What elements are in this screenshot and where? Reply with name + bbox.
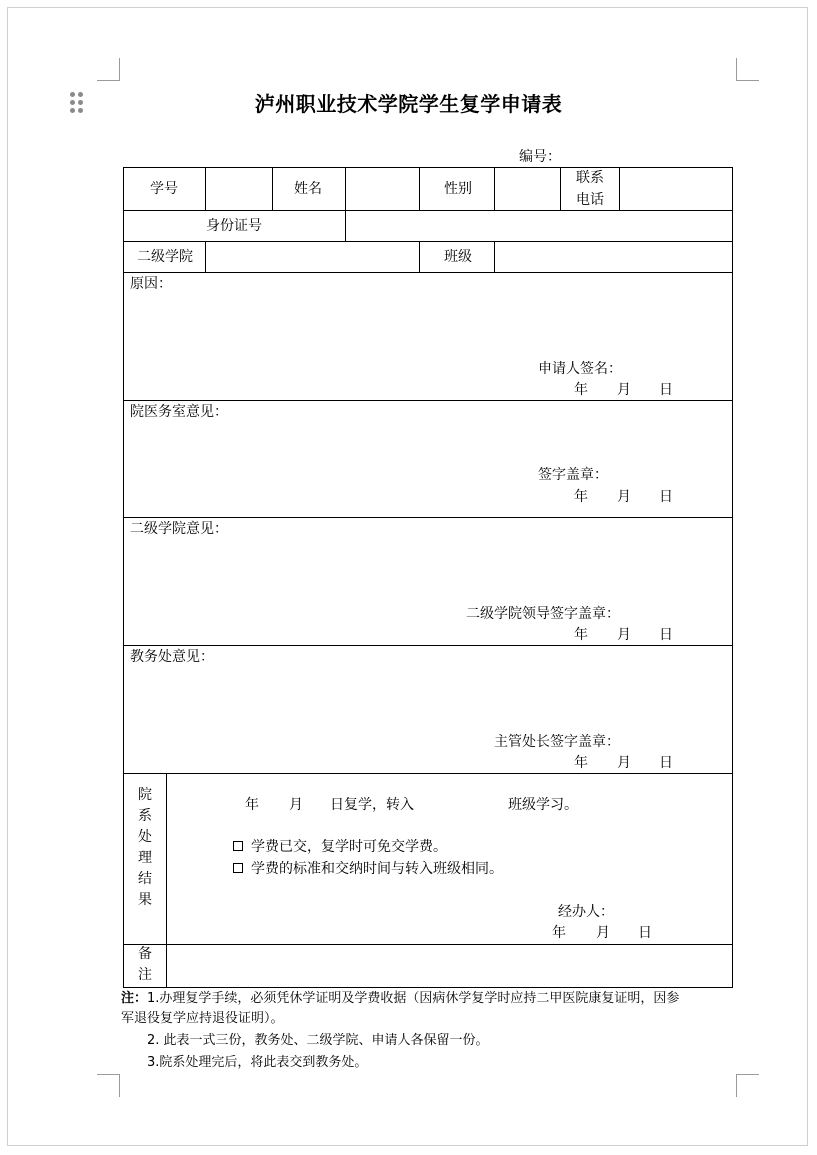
id-card-label: 身份证号 <box>206 218 262 234</box>
medical-year: 年 <box>574 489 588 505</box>
handler-month: 月 <box>596 925 610 941</box>
reason-month: 月 <box>617 382 631 398</box>
margin-marker-bottom-left <box>97 1074 120 1097</box>
page-frame <box>7 7 808 1146</box>
result-month: 月 <box>289 797 303 813</box>
tuition-standard-checkbox[interactable] <box>233 863 243 873</box>
college-opinion-label: 二级学院意见： <box>130 521 228 537</box>
result-year: 年 <box>245 797 259 813</box>
reason-label: 原因： <box>130 276 172 292</box>
college-day: 日 <box>659 627 673 643</box>
notes-prefix: 注： <box>121 991 148 1006</box>
college-month: 月 <box>617 627 631 643</box>
margin-marker-bottom-right <box>736 1074 759 1097</box>
notes-line1-text: 1.办理复学手续，必须凭休学证明及学费收据（因病休学复学时应持二甲医院康复证明，因参 <box>147 991 680 1006</box>
academic-year: 年 <box>574 755 588 771</box>
handler-label: 经办人： <box>558 904 614 920</box>
margin-marker-top-right <box>736 58 759 81</box>
name-label: 姓名 <box>294 181 322 197</box>
notes-line3: 3.院系处理完后，将此表交到教务处。 <box>147 1055 368 1070</box>
reason-day: 日 <box>659 382 673 398</box>
document-title: 泸州职业技术学院学生复学申请表 <box>254 92 563 116</box>
academic-month: 月 <box>617 755 631 771</box>
notes-line1 <box>121 989 741 1009</box>
remarks-side-label: 备 注 <box>138 946 152 983</box>
result-resume-text: 日复学，转入 <box>330 797 414 813</box>
margin-marker-top-left <box>97 58 120 81</box>
notes-line1-continued: 军退役复学应持退役证明）。 <box>121 1011 284 1026</box>
phone-label-line1: 联系 <box>576 170 604 186</box>
phone-label-line2: 电话 <box>576 192 604 208</box>
academic-signature-label: 主管处长签字盖章： <box>494 734 620 750</box>
reason-year: 年 <box>574 382 588 398</box>
medical-opinion-label: 院医务室意见： <box>130 404 228 420</box>
tuition-paid-option: 学费已交，复学时可免交学费。 <box>251 839 447 855</box>
academic-day: 日 <box>659 755 673 771</box>
college-label: 二级学院 <box>137 249 193 265</box>
academic-opinion-label: 教务处意见： <box>130 649 214 665</box>
college-year: 年 <box>574 627 588 643</box>
medical-day: 日 <box>659 489 673 505</box>
gender-label: 性别 <box>444 181 472 197</box>
handler-year: 年 <box>552 925 566 941</box>
tuition-standard-option: 学费的标准和交纳时间与转入班级相同。 <box>251 861 503 877</box>
applicant-signature-label: 申请人签名： <box>538 361 622 377</box>
result-side-label: 院 系 处 理 结 果 <box>138 787 152 908</box>
serial-number-label: 编号： <box>519 149 561 165</box>
medical-signature-label: 签字盖章： <box>538 467 608 483</box>
college-signature-label: 二级学院领导签字盖章： <box>466 606 620 622</box>
handler-day: 日 <box>638 925 652 941</box>
result-class-text: 班级学习。 <box>508 797 578 813</box>
notes-line2: 2. 此表一式三份，教务处、二级学院、申请人各保留一份。 <box>147 1033 489 1048</box>
medical-month: 月 <box>617 489 631 505</box>
class-label: 班级 <box>444 249 472 265</box>
student-id-label: 学号 <box>150 181 178 197</box>
tuition-paid-checkbox[interactable] <box>233 841 243 851</box>
